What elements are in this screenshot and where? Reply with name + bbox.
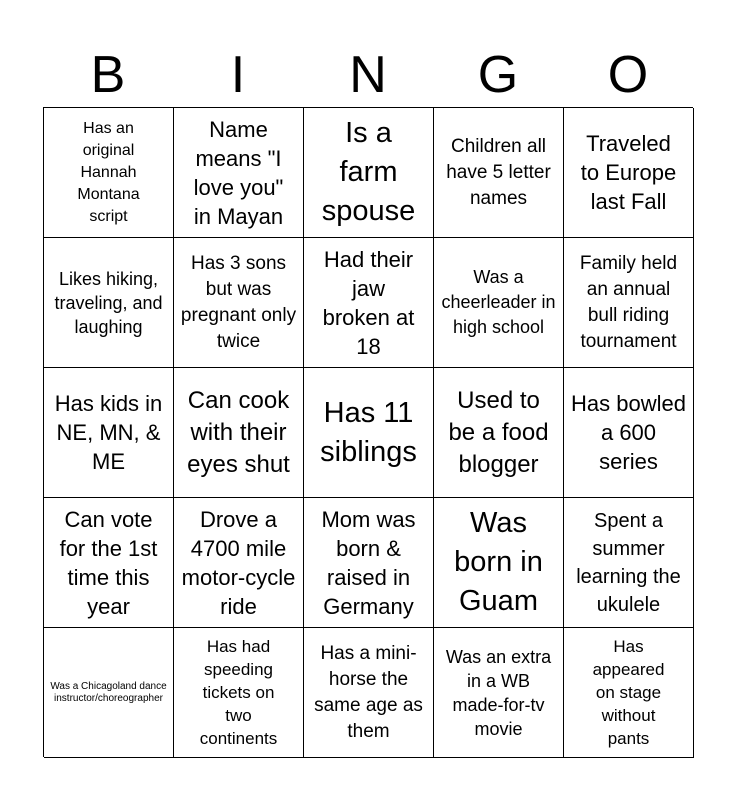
header-letter-o: O — [607, 46, 649, 104]
header-letter-b: B — [90, 46, 126, 104]
bingo-cell-r3-c5[interactable] — [564, 368, 694, 498]
cell-text: Mom was born & raised in Germany — [321, 506, 416, 619]
bingo-cell-r2-c2[interactable] — [174, 238, 304, 368]
bingo-cell-r5-c2[interactable] — [174, 628, 304, 758]
cell-text: Was an extra in a WB made-for-tv movie — [445, 646, 552, 739]
cell-text: Has a mini-horse the same age as them — [314, 642, 423, 742]
header-letter-i: I — [230, 46, 246, 104]
cell-text: Was a Chicagoland dance instructor/choreographer — [50, 680, 167, 704]
bingo-cell-r4-c3[interactable] — [304, 498, 434, 628]
cell-text: Has 3 sons but was pregnant only twice — [180, 252, 297, 352]
header-letter-n: N — [349, 46, 387, 104]
bingo-cell-r4-c2[interactable] — [174, 498, 304, 628]
bingo-cell-r2-c4[interactable] — [434, 238, 564, 368]
bingo-grid — [43, 107, 693, 757]
bingo-cell-r2-c1[interactable] — [44, 238, 174, 368]
cell-text: Was born in Guam — [454, 507, 543, 617]
bingo-header — [43, 44, 693, 106]
cell-text: Drove a 4700 mile motor-cycle ride — [181, 506, 296, 619]
bingo-cell-r5-c1[interactable] — [44, 628, 174, 758]
bingo-cell-r5-c5[interactable] — [564, 628, 694, 758]
cell-text: Can vote for the 1st time this year — [59, 506, 158, 619]
header-letter-g: G — [477, 46, 519, 104]
cell-text: Has 11 siblings — [320, 396, 417, 468]
cell-text: Name means "I love you" in Mayan — [193, 116, 284, 229]
cell-text: Has bowled a 600 series — [571, 391, 686, 474]
cell-text: Has appeared on stage without pants — [592, 637, 665, 748]
cell-text: Had their jaw broken at 18 — [322, 246, 415, 359]
bingo-cell-r2-c5[interactable] — [564, 238, 694, 368]
bingo-cell-r1-c4[interactable] — [434, 108, 564, 238]
bingo-cell-r2-c3[interactable] — [304, 238, 434, 368]
cell-text: Can cook with their eyes shut — [187, 386, 290, 478]
bingo-cell-r1-c1[interactable] — [44, 108, 174, 238]
cell-text: Traveled to Europe last Fall — [580, 131, 677, 214]
bingo-cell-r5-c4[interactable] — [434, 628, 564, 758]
cell-text: Has kids in NE, MN, & ME — [54, 391, 163, 474]
bingo-cell-r4-c1[interactable] — [44, 498, 174, 628]
bingo-cell-r5-c3[interactable] — [304, 628, 434, 758]
bingo-cell-r4-c5[interactable] — [564, 498, 694, 628]
bingo-cell-r1-c3[interactable] — [304, 108, 434, 238]
bingo-cell-r3-c1[interactable] — [44, 368, 174, 498]
bingo-cell-r3-c3[interactable] — [304, 368, 434, 498]
bingo-cell-r3-c4[interactable] — [434, 368, 564, 498]
bingo-cell-r3-c2[interactable] — [174, 368, 304, 498]
cell-text: Is a farm spouse — [321, 117, 416, 227]
cell-text: Has had speeding tickets on two continents — [199, 637, 278, 748]
cell-text: Likes hiking, traveling, and laughing — [54, 268, 163, 337]
cell-text: Used to be a food blogger — [448, 386, 549, 478]
bingo-cell-r1-c2[interactable] — [174, 108, 304, 238]
cell-text: Has an original Hannah Montana script — [77, 119, 140, 225]
cell-text: Was a cheerleader in high school — [441, 267, 556, 337]
cell-text: Spent a summer learning the ukulele — [576, 509, 681, 616]
cell-text: Family held an annual bull riding tournament — [579, 252, 678, 352]
cell-text: Children all have 5 letter names — [446, 135, 551, 209]
bingo-cell-r1-c5[interactable] — [564, 108, 694, 238]
bingo-cell-r4-c4[interactable] — [434, 498, 564, 628]
